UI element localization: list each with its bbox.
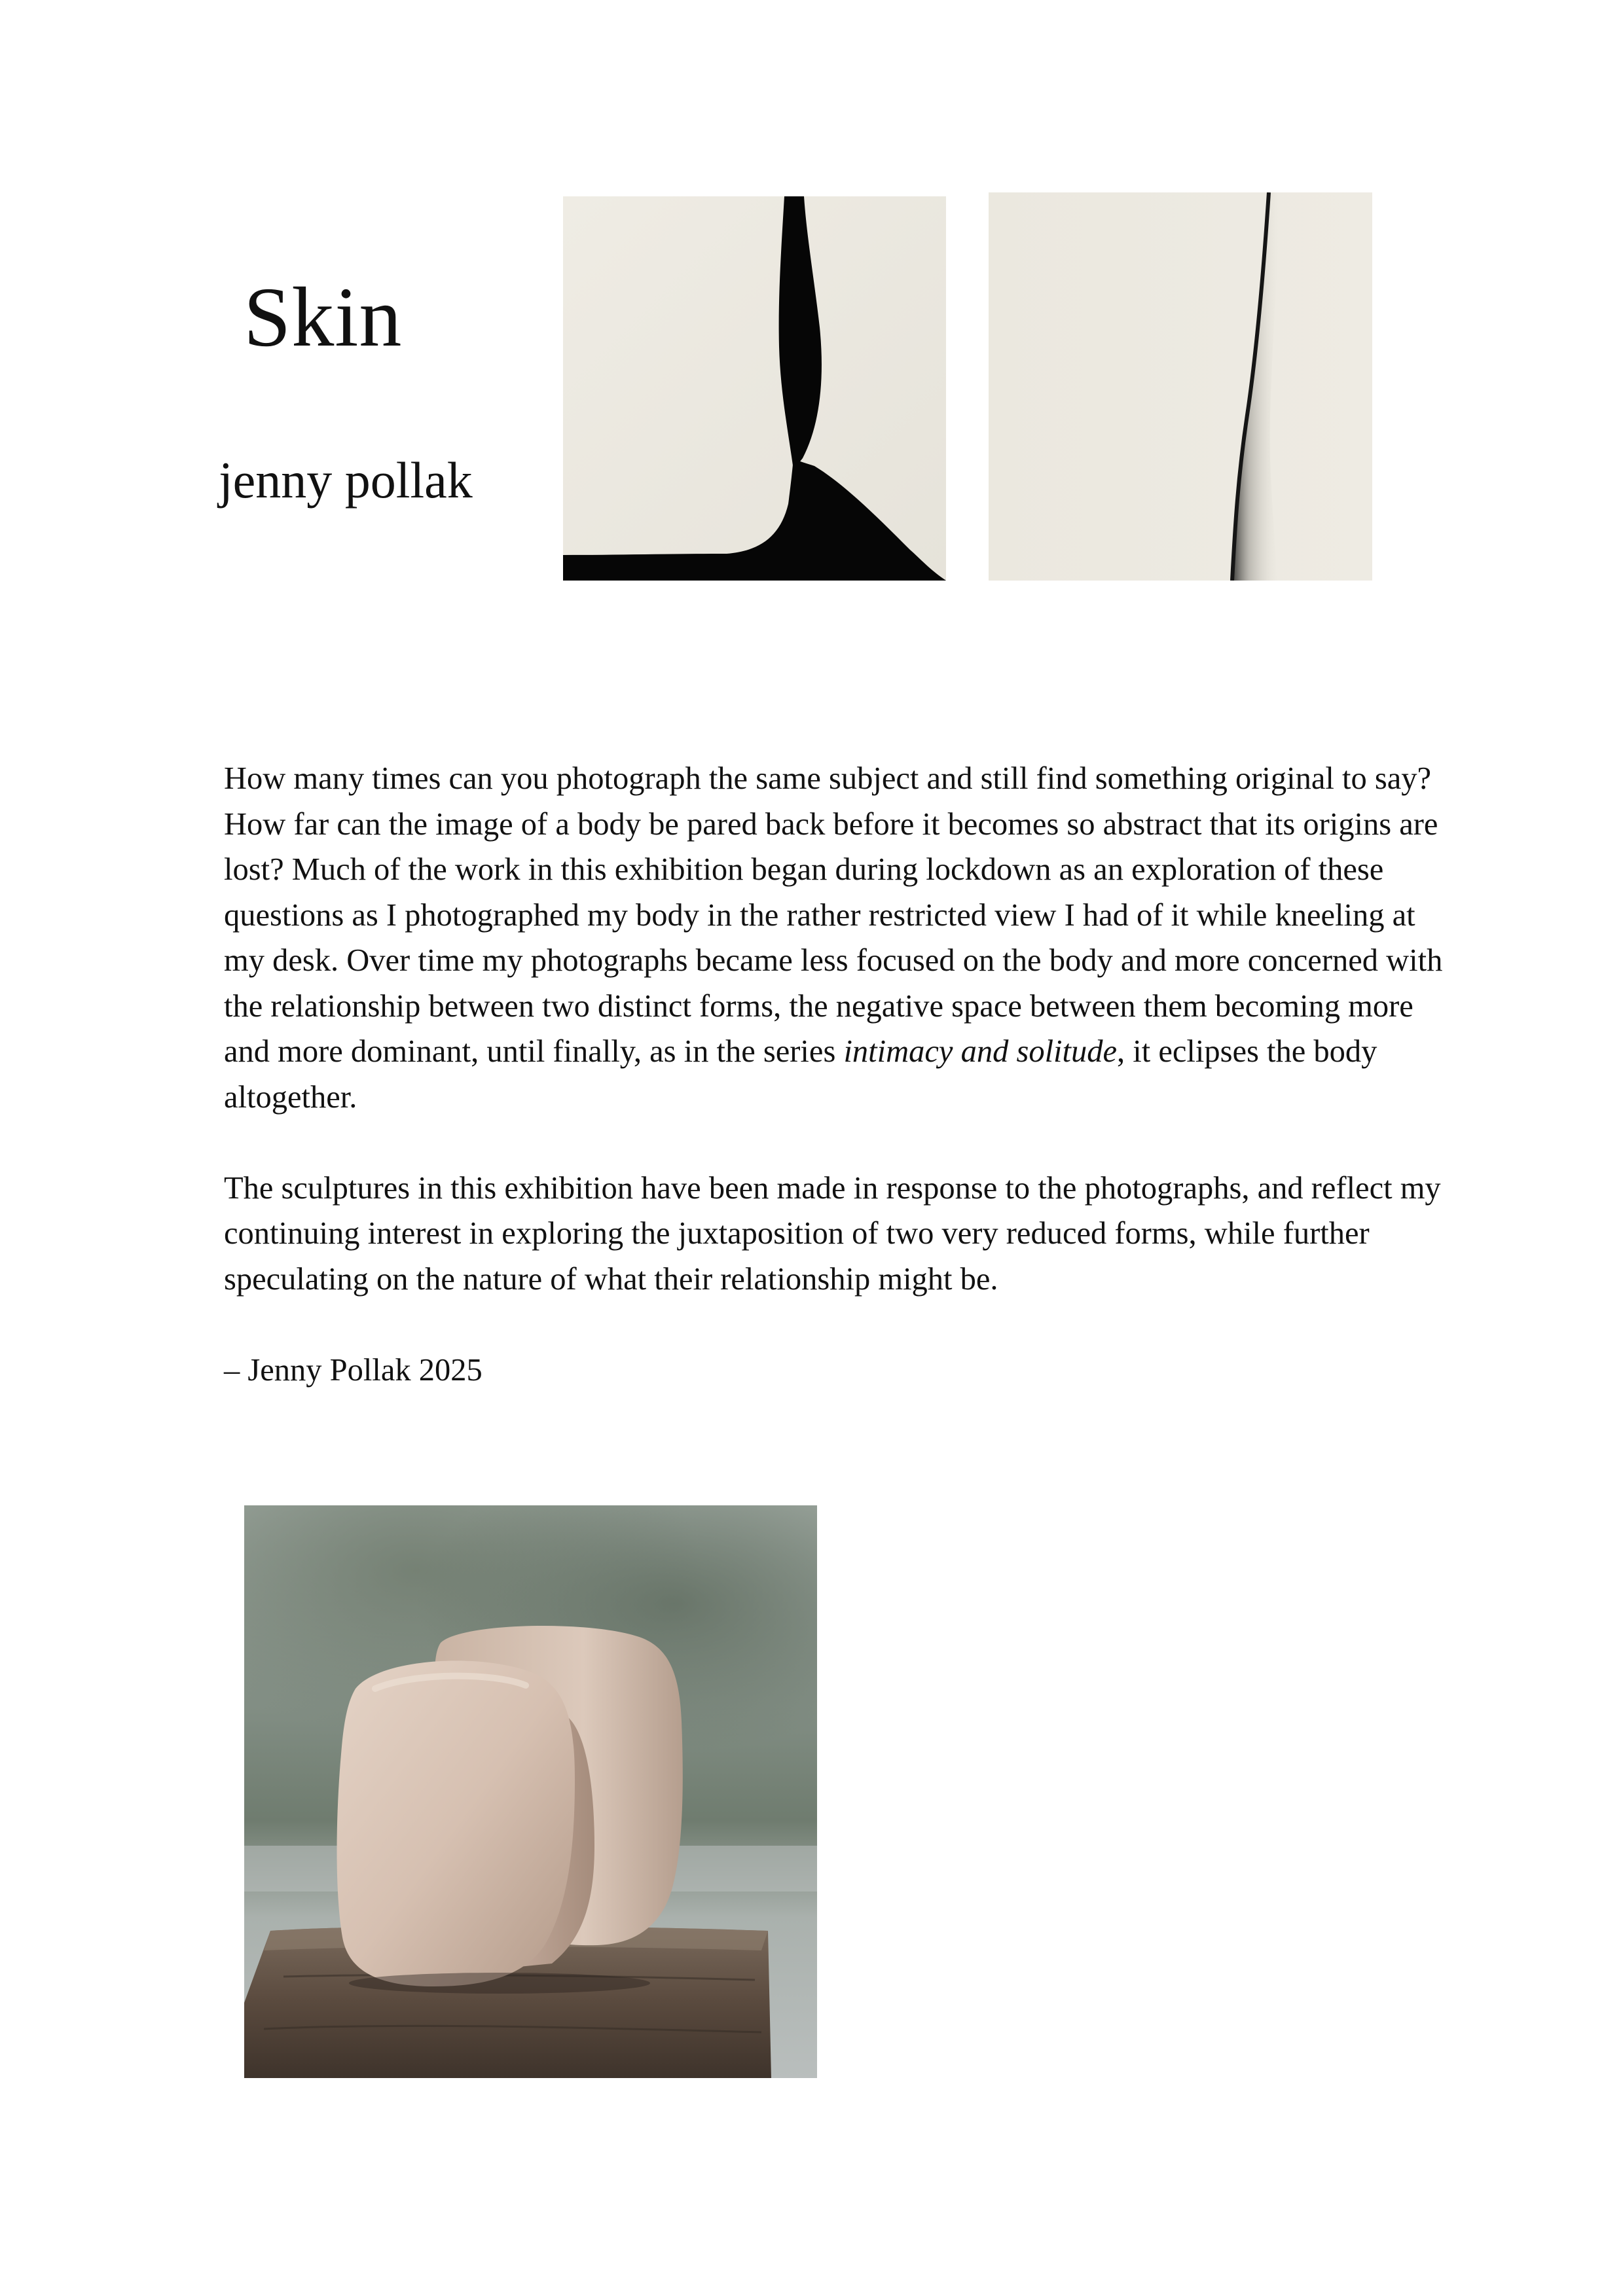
statement-paragraph-2: The sculptures in this exhibition have been made in response to the photographs, and reflect my continuing interest in exploring the juxtaposition of two very reduced forms, while further speculating on the nature of what their relationship might be. [224, 1170, 1441, 1297]
artist-statement [224, 756, 1455, 1439]
statement-p1-start: How many times can you photograph the same subject and still find something original to say? How far can the image of a body be pared back before it becomes so abstract that its origins are lost? Much of the work in this exhibition began during lockdown as an exploration of these questions as I photographed my body in the rather restricted view I had of it while kneeling at my desk. Over time my photographs became less focused on the body and more concerned with the relationship between two distinct forms, the negative space between them becoming more and more dominant, until finally, as in the series [224, 761, 1443, 1069]
photograph-sculpture [244, 1505, 817, 2078]
artist-name: jenny pollak [219, 452, 473, 509]
photograph-abstract-body-1 [563, 196, 946, 581]
statement-paragraph-1 [224, 756, 1455, 1120]
photograph-body-curve-2 [989, 192, 1372, 581]
page-title: Skin [244, 270, 403, 365]
statement-p1-end: , it eclipses the body altogether. [224, 1034, 1377, 1115]
series-title: intimacy and solitude [843, 1034, 1118, 1069]
signature: – Jenny Pollak 2025 [224, 1352, 483, 1388]
